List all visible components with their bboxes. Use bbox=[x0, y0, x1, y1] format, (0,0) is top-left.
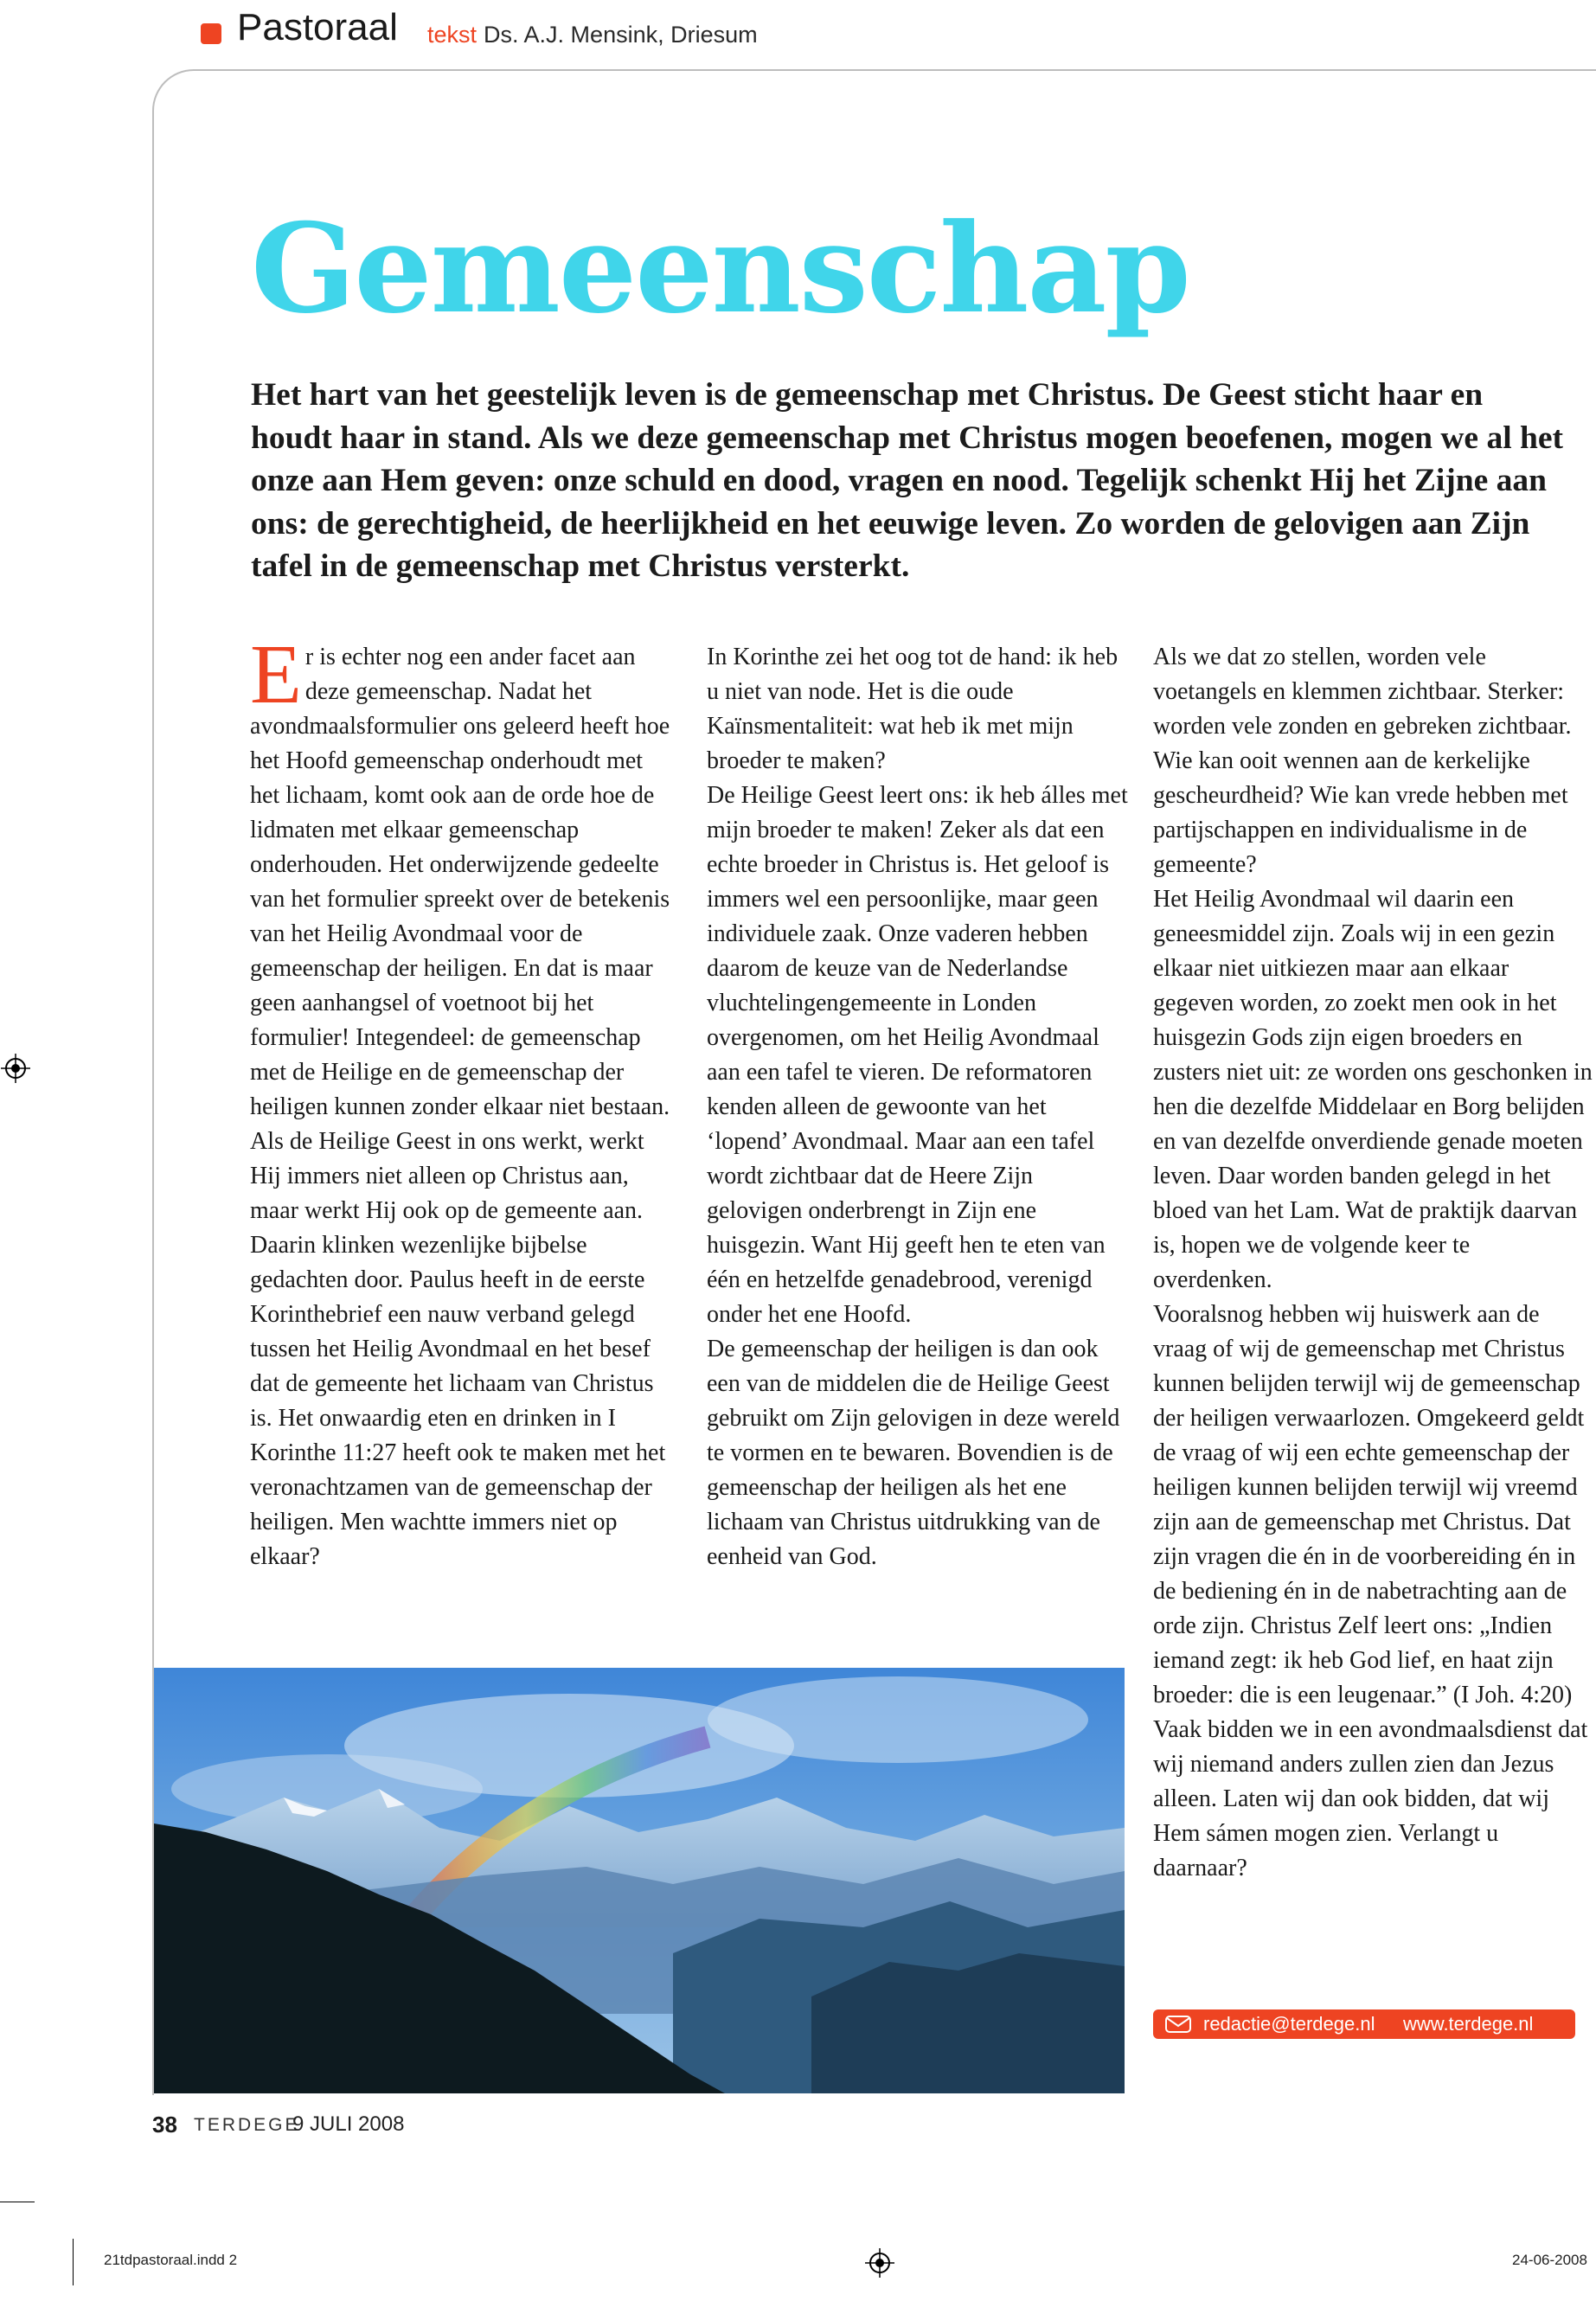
contact-email-link[interactable]: redactie@terdege.nl bbox=[1203, 2013, 1375, 2035]
byline-author: Ds. A.J. Mensink, Driesum bbox=[484, 22, 758, 48]
paragraph: De gemeenschap der heiligen is dan ook een van de middelen die de Heilige Geest gebruikt om Zijn gelovigen in deze wereld te vormen en te bewaren. Bovendien is de gemeenschap der heiligen als het ene lichaam van Christus uitdrukking van de eenheid van God. bbox=[707, 1336, 1120, 1570]
contact-bar bbox=[1153, 2009, 1575, 2039]
slug-date: 24-06-2008 bbox=[1512, 2252, 1587, 2268]
article-column-3 bbox=[1153, 640, 1594, 1886]
registration-mark-icon bbox=[865, 2248, 894, 2278]
article-column-1 bbox=[250, 628, 674, 1574]
byline bbox=[427, 23, 758, 47]
article-lead: Het hart van het geestelijk leven is de gemeenschap met Christus. De Geest sticht haar en houdt haar in stand. Als we deze gemeenschap met Christus mogen beoefenen, mogen we al het onze aan Hem geven: onze schuld en dood, vragen en nood. Tegelijk schenkt Hij het Zijne aan ons: de gerechtigheid, de heerlijkheid en het eeuwige leven. Zo worden de gelovigen aan Zijn tafel in de gemeenschap met Christus versterkt. bbox=[251, 377, 1563, 584]
paragraph: Er is echter nog een ander facet aan deze gemeenschap. Nadat het avondmaalsformulier ons geleerd heeft hoe het Hoofd gemeenschap onderhoudt met het lichaam, komt ook aan de orde hoe de lidmaten met elkaar gemeenschap onderhouden. Het onderwijzende gedeelte van het formulier spreekt over de betekenis van het Heilig Avondmaal voor de gemeenschap der heiligen. En dat is maar geen aanhangsel of voetnoot bij het formulier! Integendeel: de gemeenschap met de Heilige en de gemeenschap der heiligen kunnen zonder elkaar niet bestaan. Als de Heilige Geest in ons werkt, werkt Hij immers niet alleen op Christus aan, maar werkt Hij ook op de gemeente aan. bbox=[250, 628, 670, 1224]
paragraph: Het Heilig Avondmaal wil daarin een geneesmiddel zijn. Zoals wij in een gezin elkaar niet uitkiezen maar aan elkaar gegeven worden, zo zoekt men ook in het huisgezin Gods zijn eigen broeders en zusters niet uit: ze worden ons geschonken in hen die dezelfde Middelaar en Borg belijden en van dezelfde onverdiende genade moeten leven. Daar worden banden gelegd in het bloed van het Lam. Wat de praktijk daarvan is, hopen we de volgende keer te overdenken. bbox=[1153, 886, 1593, 1293]
crop-mark bbox=[73, 2239, 74, 2285]
article-title: Gemeenschap bbox=[251, 197, 1189, 341]
paragraph: Daarin klinken wezenlijke bijbelse gedachten door. Paulus heeft in de eerste Korinthebrief een nauw verband gelegd tussen het Heilig Avondmaal en het besef dat de gemeente het lichaam van Christus is. Het onwaardig eten en drinken in I Korinthe 11:27 heeft ook te maken met het veronachtzamen van de gemeenschap der heiligen. Men wachtte immers niet op elkaar? bbox=[250, 1232, 666, 1570]
rainbow-mountain-photo bbox=[154, 1668, 1125, 2093]
paragraph: In Korinthe zei het oog tot de hand: ik heb u niet van node. Het is die oude Kaïnsmentaliteit: wat heb ik met mijn broeder te maken? bbox=[707, 644, 1118, 774]
registration-mark-icon bbox=[1, 1054, 30, 1083]
paragraph: De Heilige Geest leert ons: ik heb álles met mijn broeder te maken! Zeker als dat een echte broeder in Christus is. Het geloof is immers wel een persoonlijke, maar geen individuele zaak. Onze vaderen hebben daarom de keuze van de Nederlandse vluchtelingengemeente in Londen overgenomen, om het Heilig Avondmaal aan een tafel te vieren. De reformatoren kenden alleen de gewoonte van het ‘lopend’ Avondmaal. Maar aan een tafel wordt zichtbaar dat de Heere Zijn gelovigen onderbrengt in Zijn ene huisgezin. Want Hij geeft hen te eten van één en hetzelfde genadebrood, verenigd onder het ene Hoofd. bbox=[707, 782, 1128, 1328]
article-column-2 bbox=[707, 640, 1131, 1574]
issue-date: 9 JULI 2008 bbox=[292, 2112, 405, 2136]
slug-filename: 21tdpastoraal.indd 2 bbox=[104, 2252, 238, 2268]
drop-cap: E bbox=[250, 628, 302, 721]
section-label: Pastoraal bbox=[237, 6, 398, 48]
contact-website-link[interactable]: www.terdege.nl bbox=[1403, 2013, 1534, 2035]
paragraph: Als we dat zo stellen, worden vele voetangels en klemmen zichtbaar. Sterker: worden vele zonden en gebreken zichtbaar. Wie kan ooit wennen aan de kerkelijke gescheurdheid? Wie kan vrede hebben met partijschappen en individualisme in de gemeente? bbox=[1153, 644, 1572, 878]
mail-icon bbox=[1165, 2016, 1191, 2033]
page-number: 38 bbox=[152, 2112, 177, 2138]
byline-label: tekst bbox=[427, 22, 478, 48]
magazine-name: TERDEGE bbox=[194, 2115, 300, 2135]
paragraph: Vooralsnog hebben wij huiswerk aan de vraag of wij de gemeenschap met Christus kunnen belijden terwijl wij de gemeenschap der heiligen verwaarlozen. Omgekeerd geldt de vraag of wij een echte gemeenschap der heiligen kunnen belijden terwijl wij vreemd zijn aan de gemeenschap met Christus. Dat zijn vragen die én in de voorbereiding én in de bediening én in de nabetrachting aan de orde zijn. Christus Zelf leert ons: „Indien iemand zegt: ik heb God lief, en haat zijn broeder: die is een leugenaar.” (I Joh. 4:20) bbox=[1153, 1301, 1585, 1708]
paragraph: Vaak bidden we in een avondmaalsdienst dat wij niemand anders zullen zien dan Jezus alleen. Laten wij dan ook bidden, dat wij Hem sámen mogen zien. Verlangt u daarnaar? bbox=[1153, 1716, 1588, 1881]
section-marker bbox=[201, 23, 221, 44]
